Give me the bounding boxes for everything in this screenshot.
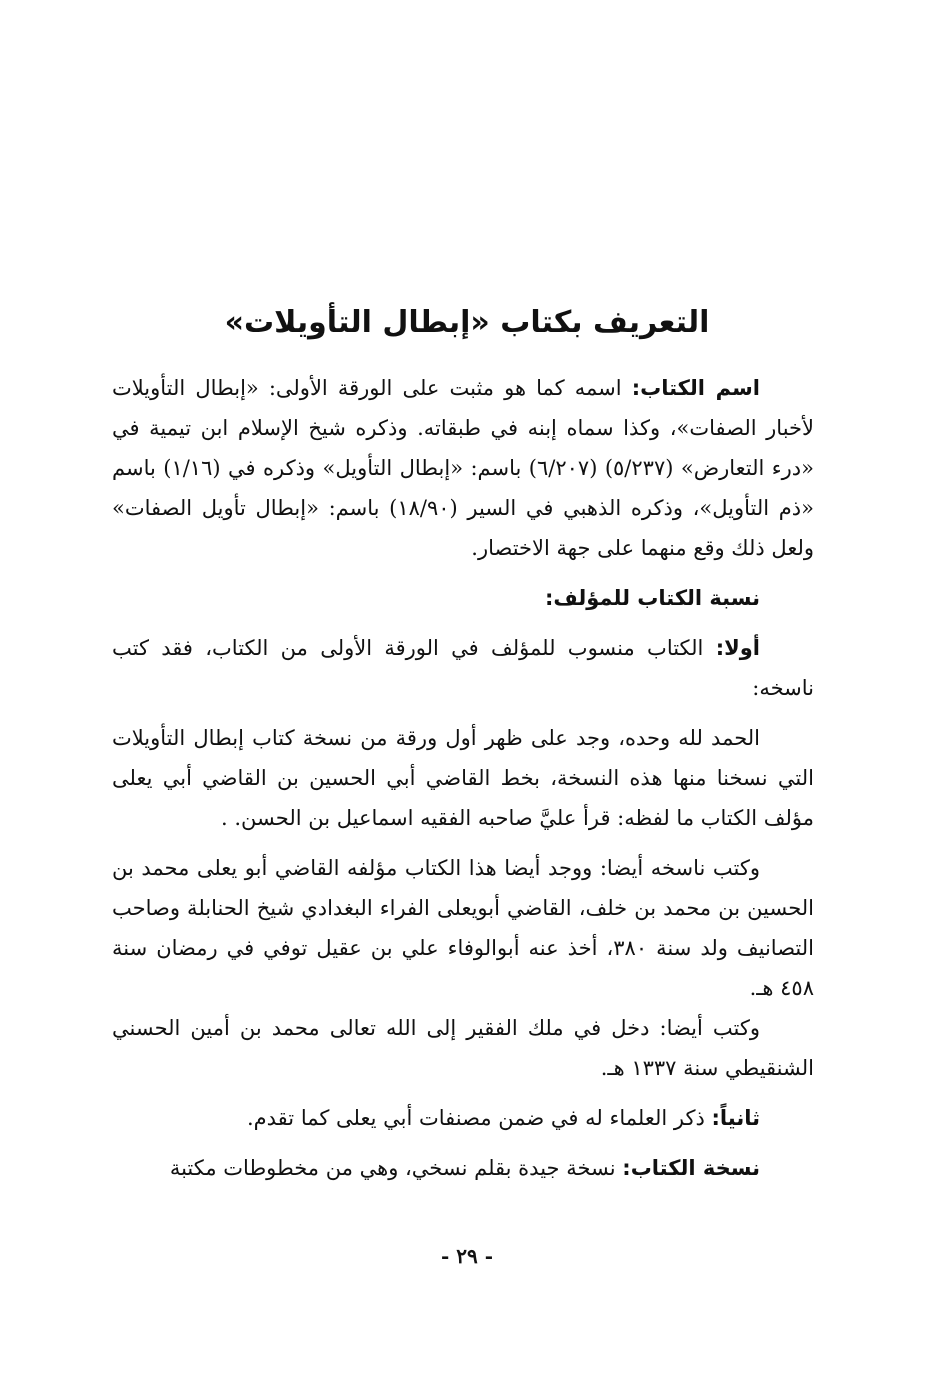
paragraph-manuscript <box>112 1148 814 1188</box>
manuscript-label: نسخة الكتاب: <box>622 1156 760 1180</box>
manuscript-text: نسخة جيدة بقلم نسخي، وهي من مخطوطات مكتبة <box>169 1156 616 1180</box>
book-name-text: اسمه كما هو مثبت على الورقة الأولى: «إبطال التأويلات لأخبار الصفات»، وكذا سماه إبنه في طبقاته. وذكره شيخ الإسلام ابن تيمية في «درء التعارض» (٥/٢٣٧) (٦/٢٠٧) باسم: «إبطال التأويل» وذكره في (١/١٦) باسم «ذم التأويل»، وذكره الذهبي في السير (١٨/٩٠) باسم: «إبطال تأويل الصفات» ولعل ذلك وقع منهما على جهة الاختصار. <box>112 376 814 560</box>
paragraph-copyist-note-2: وكتب أيضا: دخل في ملك الفقير إلى الله تعالى محمد بن أمين الحسني الشنقيطي سنة ١٣٣٧ هـ. <box>112 1016 814 1080</box>
book-name-label: اسم الكتاب: <box>631 376 760 400</box>
first-text: الكتاب منسوب للمؤلف في الورقة الأولى من الكتاب، فقد كتب ناسخه: <box>112 636 814 700</box>
page-number: - ٢٩ - <box>440 1244 493 1268</box>
paragraph-copyist-note-1: وكتب ناسخه أيضا: ووجد أيضا هذا الكتاب مؤلفه القاضي أبو يعلى محمد بن الحسين بن محمد بن خلف، القاضي أبويعلى الفراء البغدادي شيخ الحنابلة وصاحب التصانيف ولد سنة ٣٨٠، أخذ عنه أبوالوفاء علي بن عقيل توفي في رمضان سنة ٤٥٨ هـ. <box>112 856 814 1000</box>
paragraph-second-evidence <box>112 1098 814 1138</box>
attribution-heading-text: نسبة الكتاب للمؤلف: <box>544 586 760 610</box>
page-title: التعريف بكتاب «إبطال التأويلات» <box>224 305 710 340</box>
body-text <box>112 368 814 1188</box>
second-text: ذكر العلماء له في ضمن مصنفات أبي يعلى كما تقدم. <box>246 1106 705 1130</box>
paragraph-quote: الحمد لله وحده، وجد على ظهر أول ورقة من نسخة كتاب إبطال التأويلات التي نسخنا منها هذه النسخة، بخط القاضي أبي الحسين بن القاضي أبي يعلى مؤلف الكتاب ما لفظه: قرأ عليَّ صاحبه الفقيه اسماعيل بن الحسن. . <box>112 726 814 830</box>
paragraph-first-evidence <box>112 628 814 708</box>
attribution-heading <box>112 578 814 618</box>
first-label: أولا: <box>715 636 760 660</box>
second-label: ثانياً: <box>711 1106 760 1130</box>
paragraph-book-name <box>112 368 814 568</box>
